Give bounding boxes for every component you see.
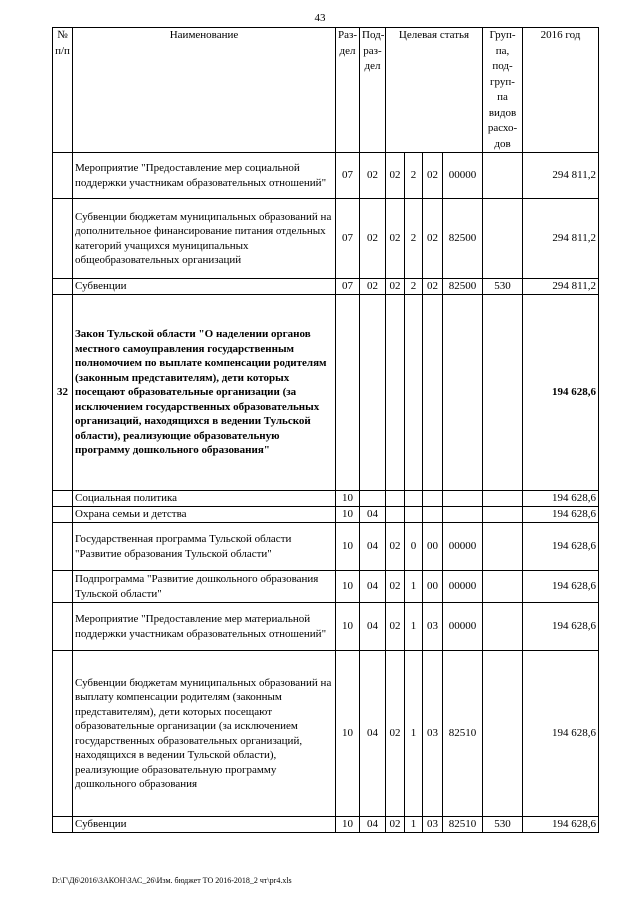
row-target-measure [423, 491, 443, 507]
row-razdel: 07 [336, 279, 360, 295]
row-target-direction: 00000 [443, 603, 483, 651]
row-expense-group [483, 199, 523, 279]
row-razdel: 10 [336, 571, 360, 603]
table-row [53, 507, 599, 523]
row-razdel [336, 295, 360, 491]
row-podrazdel: 02 [360, 279, 386, 295]
table-row [53, 603, 599, 651]
row-target-measure: 03 [423, 817, 443, 833]
row-target-direction: 00000 [443, 523, 483, 571]
row-target-measure: 02 [423, 153, 443, 199]
row-number [53, 817, 73, 833]
row-podrazdel: 04 [360, 523, 386, 571]
row-podrazdel [360, 491, 386, 507]
row-expense-group [483, 507, 523, 523]
row-number [53, 153, 73, 199]
table-row [53, 153, 599, 199]
row-target-program: 02 [386, 817, 405, 833]
row-expense-group [483, 153, 523, 199]
row-amount: 294 811,2 [523, 199, 599, 279]
row-target-direction: 82510 [443, 651, 483, 817]
table-row [53, 817, 599, 833]
row-target-direction: 82500 [443, 279, 483, 295]
header-name: Наименование [73, 28, 336, 153]
row-number [53, 651, 73, 817]
row-target-program [386, 491, 405, 507]
header-num: № п/п [53, 28, 73, 153]
row-number [53, 507, 73, 523]
row-number [53, 571, 73, 603]
row-name: Мероприятие "Предоставление мер социальной поддержки участникам образовательных отношений" [73, 153, 336, 199]
row-amount: 194 628,6 [523, 507, 599, 523]
row-expense-group: 530 [483, 817, 523, 833]
row-target-subprogram: 2 [405, 153, 423, 199]
row-target-program [386, 507, 405, 523]
row-name: Субвенции бюджетам муниципальных образований на выплату компенсации родителям (законным представителям), дети которых посещают образовательные организации (за исключением государственных образовательных организаций, находящихся в ведении Тульской области), реализующие образовательную программу дошкольного образования [73, 651, 336, 817]
row-name: Государственная программа Тульской области "Развитие образования Тульской области" [73, 523, 336, 571]
row-target-subprogram: 1 [405, 603, 423, 651]
row-target-subprogram [405, 295, 423, 491]
row-razdel: 07 [336, 153, 360, 199]
row-name: Закон Тульской области "О наделении органов местного самоуправления государственным полномочием по выплате компенсации родителям (законным представителям), дети которых посещают образовательные организации (за исключением государственных образовательных организаций, находящихся в ведении Тульской области), реализующие образовательную программу дошкольного образования" [73, 295, 336, 491]
row-podrazdel: 04 [360, 817, 386, 833]
row-number [53, 491, 73, 507]
row-target-subprogram: 1 [405, 817, 423, 833]
row-target-program: 02 [386, 199, 405, 279]
row-amount: 194 628,6 [523, 603, 599, 651]
row-razdel: 07 [336, 199, 360, 279]
row-target-direction [443, 295, 483, 491]
header-razdel: Раз- дел [336, 28, 360, 153]
table-row [53, 279, 599, 295]
row-podrazdel [360, 295, 386, 491]
row-target-measure: 03 [423, 651, 443, 817]
row-target-subprogram: 1 [405, 571, 423, 603]
row-name: Подпрограмма "Развитие дошкольного образования Тульской области" [73, 571, 336, 603]
row-amount: 194 628,6 [523, 491, 599, 507]
row-target-subprogram: 1 [405, 651, 423, 817]
row-target-program: 02 [386, 279, 405, 295]
row-podrazdel: 04 [360, 571, 386, 603]
table-row [53, 523, 599, 571]
row-target-program [386, 295, 405, 491]
row-target-direction: 82510 [443, 817, 483, 833]
row-target-subprogram: 2 [405, 199, 423, 279]
row-target-program: 02 [386, 523, 405, 571]
table-row [53, 651, 599, 817]
row-number: 32 [53, 295, 73, 491]
row-expense-group [483, 651, 523, 817]
row-expense-group [483, 523, 523, 571]
row-target-direction [443, 507, 483, 523]
row-number [53, 603, 73, 651]
header-podrazdel: Под- раз- дел [360, 28, 386, 153]
row-amount: 294 811,2 [523, 279, 599, 295]
row-podrazdel: 04 [360, 507, 386, 523]
row-podrazdel: 04 [360, 651, 386, 817]
row-target-direction: 82500 [443, 199, 483, 279]
row-podrazdel: 02 [360, 153, 386, 199]
row-number [53, 279, 73, 295]
budget-table [52, 27, 599, 833]
row-number [53, 199, 73, 279]
row-expense-group [483, 295, 523, 491]
table-row [53, 295, 599, 491]
table-row [53, 491, 599, 507]
row-expense-group [483, 571, 523, 603]
row-name: Субвенции [73, 279, 336, 295]
row-target-subprogram [405, 507, 423, 523]
row-expense-group [483, 491, 523, 507]
row-target-program: 02 [386, 651, 405, 817]
row-name: Охрана семьи и детства [73, 507, 336, 523]
row-target-direction: 00000 [443, 153, 483, 199]
row-razdel: 10 [336, 523, 360, 571]
row-target-measure: 02 [423, 199, 443, 279]
table-row [53, 199, 599, 279]
row-name: Субвенции [73, 817, 336, 833]
row-target-measure: 00 [423, 523, 443, 571]
row-number [53, 523, 73, 571]
row-name: Мероприятие "Предоставление мер материальной поддержки участникам образовательных отношений" [73, 603, 336, 651]
row-target-direction [443, 491, 483, 507]
row-amount: 194 628,6 [523, 817, 599, 833]
row-target-direction: 00000 [443, 571, 483, 603]
header-year: 2016 год [523, 28, 599, 153]
row-podrazdel: 02 [360, 199, 386, 279]
row-target-program: 02 [386, 603, 405, 651]
row-name: Социальная политика [73, 491, 336, 507]
row-razdel: 10 [336, 507, 360, 523]
row-target-program: 02 [386, 571, 405, 603]
row-razdel: 10 [336, 651, 360, 817]
row-target-measure: 00 [423, 571, 443, 603]
row-razdel: 10 [336, 603, 360, 651]
page-number: 43 [314, 12, 326, 24]
row-amount: 294 811,2 [523, 153, 599, 199]
row-target-subprogram: 2 [405, 279, 423, 295]
table-header-row [53, 28, 599, 153]
row-target-program: 02 [386, 153, 405, 199]
header-target-article: Целевая статья [386, 28, 483, 153]
row-razdel: 10 [336, 491, 360, 507]
row-razdel: 10 [336, 817, 360, 833]
row-target-subprogram [405, 491, 423, 507]
table-row [53, 571, 599, 603]
row-podrazdel: 04 [360, 603, 386, 651]
row-target-measure: 02 [423, 279, 443, 295]
row-target-subprogram: 0 [405, 523, 423, 571]
row-amount: 194 628,6 [523, 295, 599, 491]
row-expense-group [483, 603, 523, 651]
row-amount: 194 628,6 [523, 651, 599, 817]
row-target-measure: 03 [423, 603, 443, 651]
header-group: Груп- па, под- груп- па видов расхо- дов [483, 28, 523, 153]
row-amount: 194 628,6 [523, 571, 599, 603]
row-name: Субвенции бюджетам муниципальных образований на дополнительное финансирование питания отдельных категорий учащихся муниципальных общеобразовательных организаций [73, 199, 336, 279]
file-path-footer: D:\Г\Д6\2016\ЗАКОН\ЗАС_26\Изм. бюджет ТО 2016-2018_2 чт\pr4.xls [52, 876, 292, 885]
row-expense-group: 530 [483, 279, 523, 295]
row-amount: 194 628,6 [523, 523, 599, 571]
row-target-measure [423, 295, 443, 491]
row-target-measure [423, 507, 443, 523]
